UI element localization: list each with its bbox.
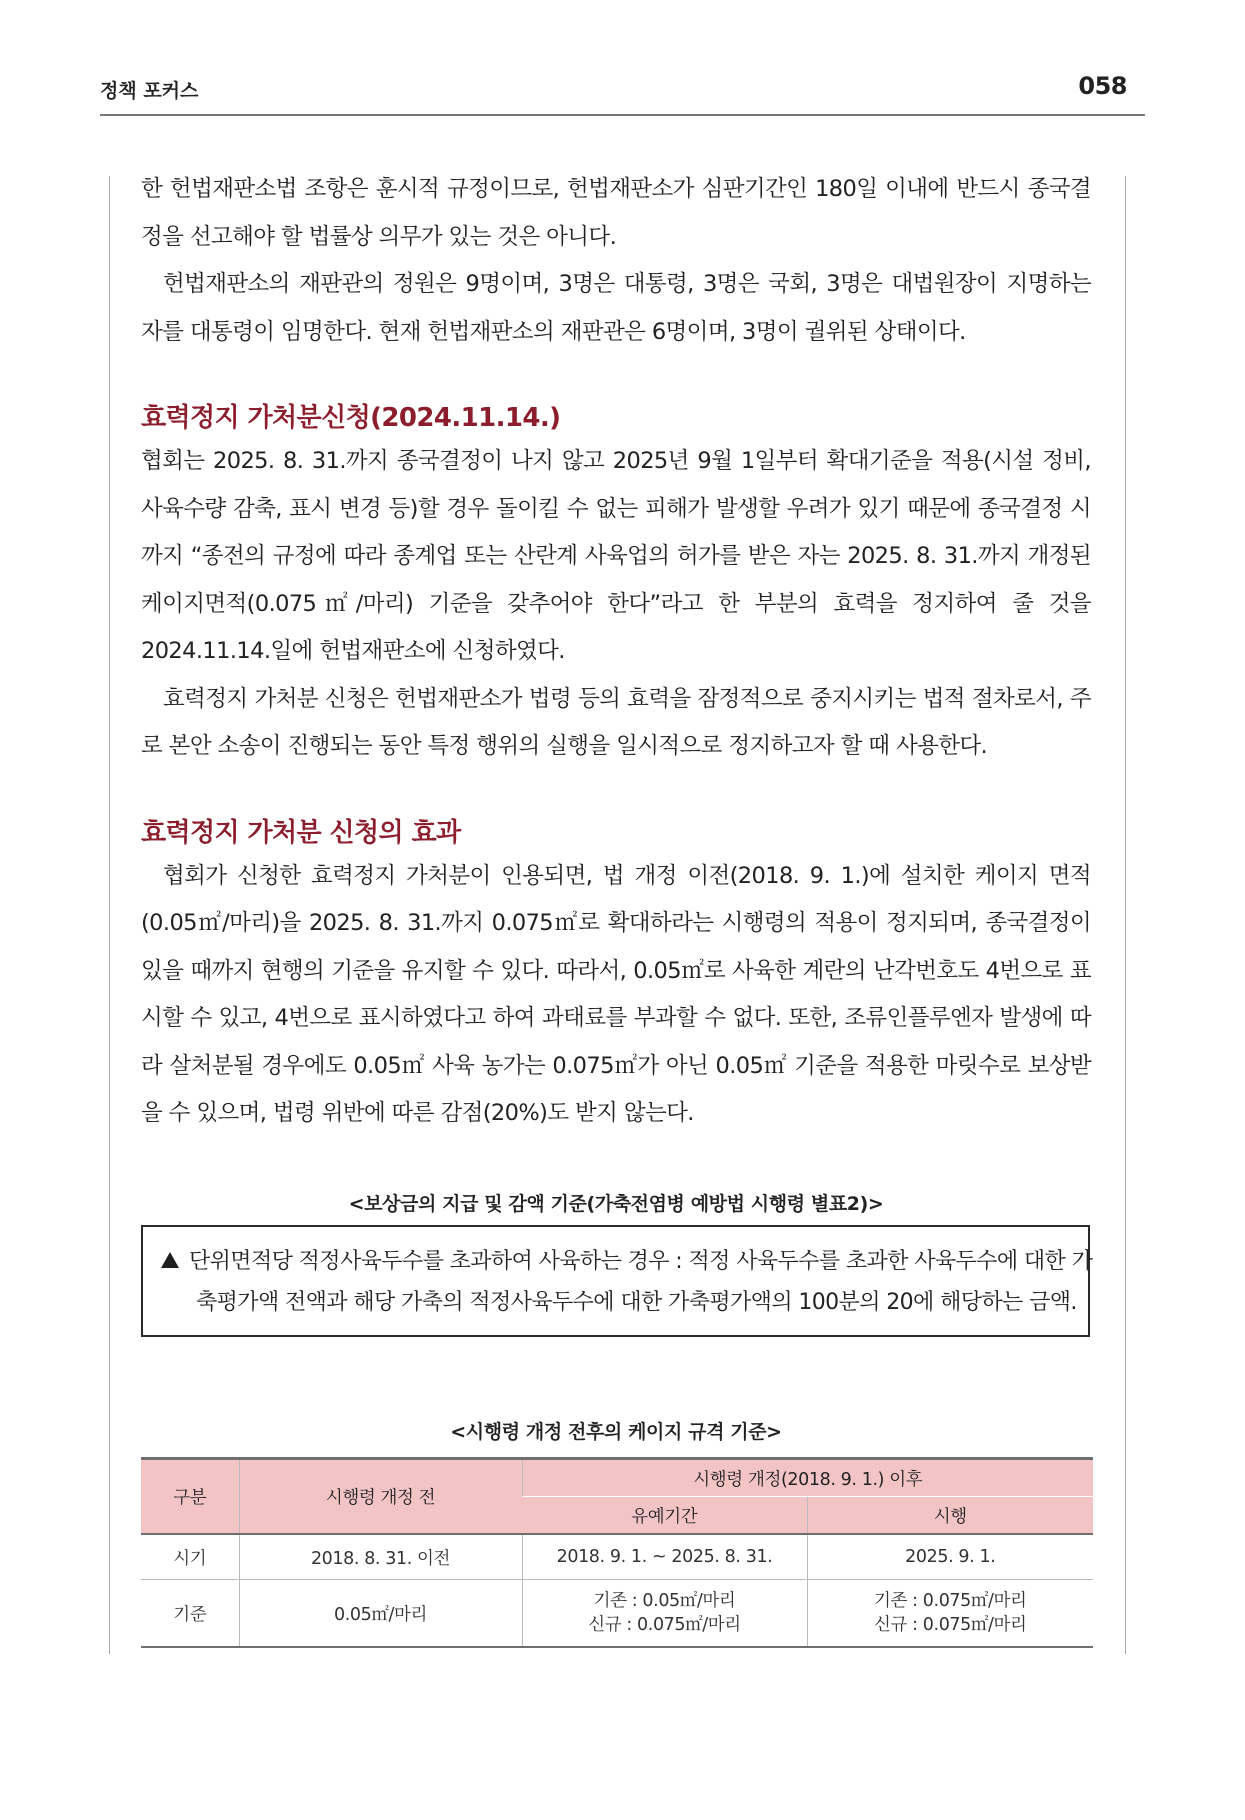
page-number: 058 — [1078, 72, 1127, 100]
cage-standard-table — [141, 1457, 1093, 1648]
table-caption: <시행령 개정 전후의 케이지 규격 기준> — [450, 1421, 782, 1443]
notice-line-1 — [161, 1241, 1093, 1282]
cell-standard-grace — [522, 1580, 807, 1648]
header-enforcement: 시행 — [807, 1497, 1093, 1535]
right-margin-rule — [1125, 176, 1126, 1654]
cell-standard-before: 0.05㎡/마리 — [239, 1580, 522, 1648]
row-label-standard: 기준 — [141, 1580, 239, 1648]
section-heading-injunction: 효력정지 가처분신청(2024.11.14.) — [141, 403, 561, 433]
header-divider — [100, 114, 1145, 116]
injunction-paragraph-1: 협회는 2025. 8. 31.까지 종국결정이 나지 않고 2025년 9월 1일부터 확대기준을 적용(시설 정비, 사육수량 감축, 표시 변경 등)할 경우 돌이킬 수 없는 피해가 발생할 우려가 있기 때문에 종국결정 시까지 “종전의 규정에 따라 종계업 또는 산란계 사육업의 허가를 받은 자는 2025. 8. 31.까지 개정된 케이지면적(0.075㎡/마리) 기준을 갖추어야 한다”라고 한 부분의 효력을 정지하여 줄 것을 2024.11.14.일에 헌법재판소에 신청하였다. — [141, 448, 1091, 664]
notice-box — [141, 1225, 1093, 1337]
section-heading-effect: 효력정지 가처분 신청의 효과 — [141, 817, 461, 848]
notice-line-2 — [161, 1282, 1077, 1323]
triangle-bullet-icon — [161, 1252, 179, 1268]
header-category: 구분 — [141, 1459, 239, 1535]
header-grace-period: 유예기간 — [522, 1497, 807, 1535]
section-label: 정책 포커스 — [100, 80, 199, 102]
grace-new: 신규 : 0.075㎡/마리 — [588, 1615, 741, 1635]
notice-caption: <보상금의 지급 및 감액 기준(가축전염병 예방법 시행령 별표2)> — [348, 1193, 884, 1215]
intro-paragraph-1: 한 헌법재판소법 조항은 훈시적 규정이므로, 헌법재판소가 심판기간인 180일 이내에 반드시 종국결정을 선고해야 할 법률상 의무가 있는 것은 아니다. — [141, 176, 1091, 250]
effect-paragraph-1: 협회가 신청한 효력정지 가처분이 인용되면, 법 개정 이전(2018. 9. 1.)에 설치한 케이지 면적(0.05㎡/마리)을 2025. 8. 31.까지 0.075㎡로 확대하라는 시행령의 적용이 정지되며, 종국결정이 있을 때까지 현행의 기준을 유지할 수 있다. 따라서, 0.05㎡로 사육한 계란의 난각번호도 4번으로 표시할 수 있고, 4번으로 표시하였다고 하여 과태료를 부과할 수 없다. 또한, 조류인플루엔자 발생에 따라 살처분될 경우에도 0.05㎡ 사육 농가는 0.075㎡가 아닌 0.05㎡ 기준을 적용한 마릿수로 보상받을 수 있으며, 법령 위반에 따른 감점(20%)도 받지 않는다. — [141, 862, 1091, 1126]
injunction-paragraph-2: 효력정지 가처분 신청은 헌법재판소가 법령 등의 효력을 잠정적으로 중지시키는 법적 절차로서, 주로 본안 소송이 진행되는 동안 특정 행위의 실행을 일시적으로 정지하고자 할 때 사용한다. — [141, 685, 1091, 759]
cell-standard-enforce — [807, 1580, 1093, 1648]
article-body — [141, 166, 1091, 1138]
cell-period-grace: 2018. 9. 1. ~ 2025. 8. 31. — [522, 1534, 807, 1580]
cell-period-before: 2018. 8. 31. 이전 — [239, 1534, 522, 1580]
header-after-revision: 시행령 개정(2018. 9. 1.) 이후 — [522, 1459, 1093, 1497]
table-row — [141, 1580, 1093, 1648]
cell-period-enforce: 2025. 9. 1. — [807, 1534, 1093, 1580]
enforce-new: 신규 : 0.075㎡/마리 — [873, 1615, 1027, 1635]
enforce-existing: 기존 : 0.075㎡/마리 — [873, 1591, 1027, 1611]
left-margin-rule — [109, 176, 110, 1654]
grace-existing: 기존 : 0.05㎡/마리 — [593, 1591, 736, 1611]
header-before-revision: 시행령 개정 전 — [239, 1459, 522, 1535]
notice-text-2: 축평가액 전액과 해당 가축의 적정사육두수에 대한 가축평가액의 100분의 20에 해당하는 금액. — [196, 1290, 1077, 1315]
row-label-period: 시기 — [141, 1534, 239, 1580]
intro-paragraph-2: 헌법재판소의 재판관의 정원은 9명이며, 3명은 대통령, 3명은 국회, 3명은 대법원장이 지명하는 자를 대통령이 임명한다. 현재 헌법재판소의 재판관은 6명이며, 3명이 궐위된 상태이다. — [141, 271, 1091, 345]
table-row — [141, 1534, 1093, 1580]
notice-text-1: 단위면적당 적정사육두수를 초과하여 사육하는 경우 : 적정 사육두수를 초과한 사육두수에 대한 가 — [189, 1249, 1093, 1274]
